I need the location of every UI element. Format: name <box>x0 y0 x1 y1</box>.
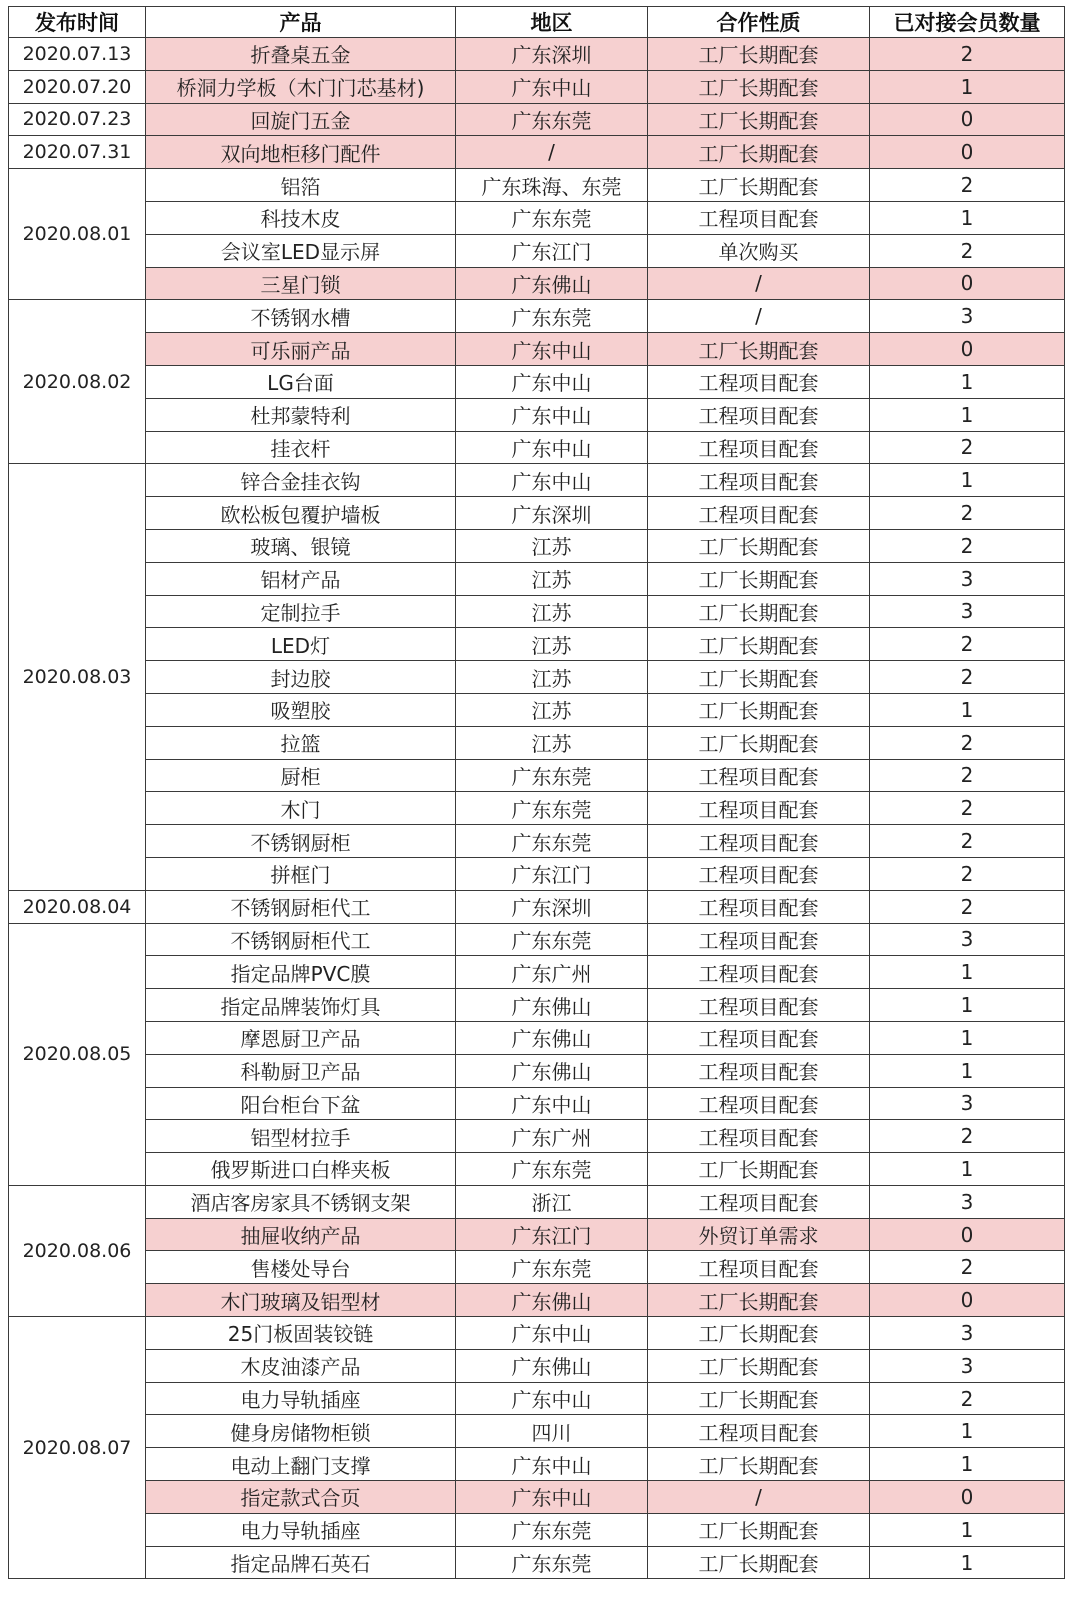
cell-region[interactable]: 广东东莞 <box>456 1251 648 1284</box>
cell-cooperation-type[interactable]: 工厂长期配套 <box>648 1382 870 1415</box>
cell-region[interactable]: 广东中山 <box>456 1448 648 1481</box>
cell-member-count[interactable]: 2 <box>870 825 1065 858</box>
cell-product[interactable]: 可乐丽产品 <box>146 333 456 366</box>
table-row <box>9 1317 1065 1350</box>
cell-member-count[interactable]: 3 <box>870 595 1065 628</box>
cell-member-count[interactable]: 0 <box>870 267 1065 300</box>
cell-product[interactable]: LG台面 <box>146 365 456 398</box>
table-row <box>9 169 1065 202</box>
cell-member-count[interactable]: 1 <box>870 1513 1065 1546</box>
cell-cooperation-type[interactable]: 工程项目配套 <box>648 497 870 530</box>
cell-product[interactable]: 玻璃、银镜 <box>146 529 456 562</box>
header-date[interactable]: 发布时间 <box>9 7 146 38</box>
table-row <box>9 1218 1065 1251</box>
cell-region[interactable]: 广东江门 <box>456 1218 648 1251</box>
cell-region[interactable]: 江苏 <box>456 693 648 726</box>
cell-product[interactable]: 摩恩厨卫产品 <box>146 1021 456 1054</box>
header-cooperation-type[interactable]: 合作性质 <box>648 7 870 38</box>
cell-region[interactable]: 四川 <box>456 1415 648 1448</box>
cell-member-count[interactable]: 3 <box>870 1087 1065 1120</box>
table-row <box>9 595 1065 628</box>
cell-member-count[interactable]: 0 <box>870 1284 1065 1317</box>
cell-member-count[interactable]: 3 <box>870 1317 1065 1350</box>
cell-product[interactable]: 吸塑胶 <box>146 693 456 726</box>
cell-cooperation-type[interactable]: 工程项目配套 <box>648 1054 870 1087</box>
cell-product[interactable]: 抽屉收纳产品 <box>146 1218 456 1251</box>
cell-cooperation-type[interactable]: 工程项目配套 <box>648 1415 870 1448</box>
cell-region[interactable]: 江苏 <box>456 562 648 595</box>
cell-region[interactable]: 广东中山 <box>456 398 648 431</box>
cell-cooperation-type[interactable]: 工厂长期配套 <box>648 628 870 661</box>
cell-cooperation-type[interactable]: 工程项目配套 <box>648 201 870 234</box>
cell-member-count[interactable]: 1 <box>870 956 1065 989</box>
cell-product[interactable]: 铝型材拉手 <box>146 1120 456 1153</box>
table-row <box>9 333 1065 366</box>
cell-region[interactable]: 广东东莞 <box>456 759 648 792</box>
cell-publish-date[interactable]: 2020.08.07 <box>9 1317 146 1579</box>
cell-member-count[interactable]: 1 <box>870 464 1065 497</box>
cell-region[interactable]: 广东中山 <box>456 70 648 103</box>
cell-region[interactable]: 广东江门 <box>456 234 648 267</box>
cell-member-count[interactable]: 0 <box>870 136 1065 169</box>
cell-publish-date[interactable]: 2020.08.02 <box>9 300 146 464</box>
cell-cooperation-type[interactable]: 工程项目配套 <box>648 464 870 497</box>
cell-member-count[interactable]: 2 <box>870 169 1065 202</box>
cell-publish-date[interactable]: 2020.07.23 <box>9 103 146 136</box>
cell-publish-date[interactable]: 2020.08.01 <box>9 169 146 300</box>
cell-product[interactable]: 铝材产品 <box>146 562 456 595</box>
cell-region[interactable]: 广东中山 <box>456 1382 648 1415</box>
cell-product[interactable]: 木门玻璃及铝型材 <box>146 1284 456 1317</box>
table-row <box>9 300 1065 333</box>
cell-cooperation-type[interactable]: 工程项目配套 <box>648 923 870 956</box>
cell-region[interactable]: 江苏 <box>456 529 648 562</box>
cell-cooperation-type[interactable]: 工厂长期配套 <box>648 693 870 726</box>
cell-cooperation-type[interactable]: 工厂长期配套 <box>648 1546 870 1579</box>
cell-cooperation-type[interactable]: 工程项目配套 <box>648 989 870 1022</box>
table-row <box>9 267 1065 300</box>
cell-region[interactable]: / <box>456 136 648 169</box>
cell-publish-date[interactable]: 2020.08.06 <box>9 1185 146 1316</box>
cell-product[interactable]: 锌合金挂衣钩 <box>146 464 456 497</box>
cell-region[interactable]: 广东珠海、东莞 <box>456 169 648 202</box>
cell-region[interactable]: 广东中山 <box>456 431 648 464</box>
data-table <box>8 6 1065 1579</box>
cell-region[interactable]: 江苏 <box>456 726 648 759</box>
table-row <box>9 1284 1065 1317</box>
cell-cooperation-type[interactable]: 工程项目配套 <box>648 890 870 923</box>
table-row <box>9 431 1065 464</box>
cell-cooperation-type[interactable]: 工程项目配套 <box>648 759 870 792</box>
cell-region[interactable]: 广东佛山 <box>456 1349 648 1382</box>
cell-cooperation-type[interactable]: 工厂长期配套 <box>648 562 870 595</box>
cell-member-count[interactable]: 1 <box>870 70 1065 103</box>
cell-member-count[interactable]: 3 <box>870 923 1065 956</box>
cell-member-count[interactable]: 0 <box>870 1218 1065 1251</box>
cell-product[interactable]: 不锈钢厨柜代工 <box>146 923 456 956</box>
cell-region[interactable]: 广东深圳 <box>456 38 648 71</box>
cell-product[interactable]: 木皮油漆产品 <box>146 1349 456 1382</box>
table-row <box>9 365 1065 398</box>
cell-member-count[interactable]: 2 <box>870 497 1065 530</box>
cell-cooperation-type[interactable]: 工厂长期配套 <box>648 661 870 694</box>
cell-member-count[interactable]: 2 <box>870 890 1065 923</box>
cell-publish-date[interactable]: 2020.08.04 <box>9 890 146 923</box>
cell-region[interactable]: 广东中山 <box>456 333 648 366</box>
cell-region[interactable]: 广东东莞 <box>456 103 648 136</box>
cell-region[interactable]: 广东东莞 <box>456 300 648 333</box>
cell-region[interactable]: 浙江 <box>456 1185 648 1218</box>
cell-region[interactable]: 广东东莞 <box>456 201 648 234</box>
cell-region[interactable]: 广东佛山 <box>456 989 648 1022</box>
table-row <box>9 1448 1065 1481</box>
table-row <box>9 497 1065 530</box>
table-row <box>9 103 1065 136</box>
cell-member-count[interactable]: 2 <box>870 759 1065 792</box>
cell-member-count[interactable]: 0 <box>870 103 1065 136</box>
cell-member-count[interactable]: 1 <box>870 1021 1065 1054</box>
cell-product[interactable]: 欧松板包覆护墙板 <box>146 497 456 530</box>
table-row <box>9 890 1065 923</box>
cell-region[interactable]: 广东广州 <box>456 956 648 989</box>
cell-product[interactable]: 健身房储物柜锁 <box>146 1415 456 1448</box>
cell-cooperation-type[interactable]: 外贸订单需求 <box>648 1218 870 1251</box>
cell-region[interactable]: 广东佛山 <box>456 267 648 300</box>
cell-cooperation-type[interactable]: 工程项目配套 <box>648 1251 870 1284</box>
cell-product[interactable]: 挂衣杆 <box>146 431 456 464</box>
cell-product[interactable]: 木门 <box>146 792 456 825</box>
header-region[interactable]: 地区 <box>456 7 648 38</box>
cell-region[interactable]: 广东东莞 <box>456 825 648 858</box>
cell-member-count[interactable]: 3 <box>870 1185 1065 1218</box>
cell-cooperation-type[interactable]: 工厂长期配套 <box>648 136 870 169</box>
table-row <box>9 956 1065 989</box>
cell-product[interactable]: 拼框门 <box>146 857 456 890</box>
cell-region[interactable]: 广东江门 <box>456 857 648 890</box>
cell-cooperation-type[interactable]: 工厂长期配套 <box>648 595 870 628</box>
table-row <box>9 70 1065 103</box>
cell-region[interactable]: 江苏 <box>456 628 648 661</box>
table-row <box>9 1513 1065 1546</box>
cell-product[interactable]: 酒店客房家具不锈钢支架 <box>146 1185 456 1218</box>
cell-region[interactable]: 广东中山 <box>456 1481 648 1514</box>
cell-member-count[interactable]: 0 <box>870 1481 1065 1514</box>
cell-member-count[interactable]: 2 <box>870 1120 1065 1153</box>
cell-cooperation-type[interactable]: 工程项目配套 <box>648 825 870 858</box>
table-row <box>9 201 1065 234</box>
table-row <box>9 989 1065 1022</box>
cell-cooperation-type[interactable]: 工程项目配套 <box>648 857 870 890</box>
cell-member-count[interactable]: 2 <box>870 661 1065 694</box>
cell-member-count[interactable]: 1 <box>870 398 1065 431</box>
cell-cooperation-type[interactable]: 工程项目配套 <box>648 1087 870 1120</box>
cell-region[interactable]: 广东中山 <box>456 1087 648 1120</box>
table-row <box>9 628 1065 661</box>
cell-member-count[interactable]: 2 <box>870 628 1065 661</box>
spreadsheet <box>8 6 1065 1579</box>
cell-product[interactable]: 俄罗斯进口白桦夹板 <box>146 1153 456 1186</box>
cell-cooperation-type[interactable]: 工程项目配套 <box>648 431 870 464</box>
table-row <box>9 1546 1065 1579</box>
table-row <box>9 1251 1065 1284</box>
cell-cooperation-type[interactable]: 工程项目配套 <box>648 365 870 398</box>
table-body <box>9 38 1065 1579</box>
cell-publish-date[interactable]: 2020.07.31 <box>9 136 146 169</box>
table-row <box>9 1415 1065 1448</box>
cell-product[interactable]: LED灯 <box>146 628 456 661</box>
cell-cooperation-type[interactable]: 工程项目配套 <box>648 398 870 431</box>
header-product[interactable]: 产品 <box>146 7 456 38</box>
cell-region[interactable]: 广东东莞 <box>456 792 648 825</box>
table-row <box>9 1087 1065 1120</box>
table-row <box>9 661 1065 694</box>
table-row <box>9 1349 1065 1382</box>
cell-member-count[interactable]: 1 <box>870 1054 1065 1087</box>
cell-member-count[interactable]: 1 <box>870 1448 1065 1481</box>
cell-cooperation-type[interactable]: 工厂长期配套 <box>648 1513 870 1546</box>
table-row <box>9 234 1065 267</box>
cell-product[interactable]: 指定品牌石英石 <box>146 1546 456 1579</box>
cell-member-count[interactable]: 2 <box>870 234 1065 267</box>
cell-region[interactable]: 广东佛山 <box>456 1284 648 1317</box>
table-row <box>9 136 1065 169</box>
cell-cooperation-type[interactable]: 工程项目配套 <box>648 792 870 825</box>
cell-region[interactable]: 广东广州 <box>456 1120 648 1153</box>
table-row <box>9 726 1065 759</box>
cell-product[interactable]: 售楼处导台 <box>146 1251 456 1284</box>
cell-product[interactable]: 指定品牌装饰灯具 <box>146 989 456 1022</box>
cell-publish-date[interactable]: 2020.08.03 <box>9 464 146 890</box>
header-member-count[interactable]: 已对接会员数量 <box>870 7 1065 38</box>
cell-product[interactable]: 定制拉手 <box>146 595 456 628</box>
cell-product[interactable]: 指定款式合页 <box>146 1481 456 1514</box>
cell-member-count[interactable]: 2 <box>870 529 1065 562</box>
cell-region[interactable]: 广东佛山 <box>456 1054 648 1087</box>
cell-region[interactable]: 江苏 <box>456 595 648 628</box>
cell-member-count[interactable]: 3 <box>870 562 1065 595</box>
table-row <box>9 1054 1065 1087</box>
cell-member-count[interactable]: 2 <box>870 726 1065 759</box>
table-row <box>9 38 1065 71</box>
cell-product[interactable]: 厨柜 <box>146 759 456 792</box>
table-row <box>9 1120 1065 1153</box>
cell-region[interactable]: 广东中山 <box>456 464 648 497</box>
table-row <box>9 398 1065 431</box>
cell-member-count[interactable]: 1 <box>870 1415 1065 1448</box>
cell-cooperation-type[interactable]: 工厂长期配套 <box>648 1284 870 1317</box>
cell-region[interactable]: 广东东莞 <box>456 923 648 956</box>
cell-product[interactable]: 不锈钢水槽 <box>146 300 456 333</box>
table-row <box>9 693 1065 726</box>
cell-member-count[interactable]: 3 <box>870 1349 1065 1382</box>
cell-region[interactable]: 广东东莞 <box>456 1513 648 1546</box>
cell-product[interactable]: 会议室LED显示屏 <box>146 234 456 267</box>
table-row <box>9 464 1065 497</box>
table-row <box>9 857 1065 890</box>
table-row <box>9 1481 1065 1514</box>
cell-cooperation-type[interactable]: 工厂长期配套 <box>648 70 870 103</box>
cell-publish-date[interactable]: 2020.08.05 <box>9 923 146 1185</box>
cell-member-count[interactable]: 2 <box>870 38 1065 71</box>
cell-cooperation-type[interactable]: 工厂长期配套 <box>648 1317 870 1350</box>
table-row <box>9 759 1065 792</box>
cell-member-count[interactable]: 1 <box>870 201 1065 234</box>
cell-region[interactable]: 江苏 <box>456 661 648 694</box>
cell-cooperation-type[interactable]: 工厂长期配套 <box>648 103 870 136</box>
cell-region[interactable]: 广东深圳 <box>456 890 648 923</box>
cell-product[interactable]: 封边胶 <box>146 661 456 694</box>
cell-product[interactable]: 拉篮 <box>146 726 456 759</box>
cell-cooperation-type[interactable]: 工厂长期配套 <box>648 333 870 366</box>
table-row <box>9 1382 1065 1415</box>
cell-cooperation-type[interactable]: / <box>648 267 870 300</box>
cell-product[interactable]: 电动上翻门支撑 <box>146 1448 456 1481</box>
cell-product[interactable]: 三星门锁 <box>146 267 456 300</box>
cell-product[interactable]: 铝箔 <box>146 169 456 202</box>
cell-cooperation-type[interactable]: 工程项目配套 <box>648 1185 870 1218</box>
table-row <box>9 1153 1065 1186</box>
cell-product[interactable]: 阳台柜台下盆 <box>146 1087 456 1120</box>
cell-region[interactable]: 广东佛山 <box>456 1021 648 1054</box>
cell-cooperation-type[interactable]: 工程项目配套 <box>648 1120 870 1153</box>
cell-region[interactable]: 广东中山 <box>456 365 648 398</box>
cell-member-count[interactable]: 2 <box>870 431 1065 464</box>
cell-product[interactable]: 杜邦蒙特利 <box>146 398 456 431</box>
cell-member-count[interactable]: 2 <box>870 792 1065 825</box>
cell-product[interactable]: 折叠桌五金 <box>146 38 456 71</box>
cell-cooperation-type[interactable]: / <box>648 300 870 333</box>
cell-member-count[interactable]: 1 <box>870 693 1065 726</box>
cell-cooperation-type[interactable]: 工厂长期配套 <box>648 1349 870 1382</box>
cell-region[interactable]: 广东东莞 <box>456 1546 648 1579</box>
table-row <box>9 792 1065 825</box>
cell-cooperation-type[interactable]: 单次购买 <box>648 234 870 267</box>
cell-member-count[interactable]: 1 <box>870 1153 1065 1186</box>
cell-region[interactable]: 广东深圳 <box>456 497 648 530</box>
cell-product[interactable]: 电力导轨插座 <box>146 1382 456 1415</box>
cell-member-count[interactable]: 1 <box>870 1546 1065 1579</box>
cell-product[interactable]: 不锈钢厨柜代工 <box>146 890 456 923</box>
cell-product[interactable]: 双向地柜移门配件 <box>146 136 456 169</box>
cell-member-count[interactable]: 0 <box>870 333 1065 366</box>
cell-cooperation-type[interactable]: 工程项目配套 <box>648 956 870 989</box>
cell-product[interactable]: 25门板固装铰链 <box>146 1317 456 1350</box>
table-row <box>9 1185 1065 1218</box>
cell-member-count[interactable]: 2 <box>870 1382 1065 1415</box>
cell-cooperation-type[interactable]: 工厂长期配套 <box>648 1448 870 1481</box>
cell-product[interactable]: 回旋门五金 <box>146 103 456 136</box>
cell-publish-date[interactable]: 2020.07.20 <box>9 70 146 103</box>
cell-product[interactable]: 电力导轨插座 <box>146 1513 456 1546</box>
header-row <box>9 7 1065 38</box>
cell-member-count[interactable]: 3 <box>870 300 1065 333</box>
table-row <box>9 529 1065 562</box>
cell-cooperation-type[interactable]: 工厂长期配套 <box>648 529 870 562</box>
cell-cooperation-type[interactable]: 工厂长期配套 <box>648 1153 870 1186</box>
cell-cooperation-type[interactable]: 工程项目配套 <box>648 1021 870 1054</box>
table-row <box>9 1021 1065 1054</box>
cell-product[interactable]: 科技木皮 <box>146 201 456 234</box>
cell-region[interactable]: 广东中山 <box>456 1317 648 1350</box>
cell-member-count[interactable]: 2 <box>870 857 1065 890</box>
cell-cooperation-type[interactable]: / <box>648 1481 870 1514</box>
table-row <box>9 562 1065 595</box>
cell-region[interactable]: 广东东莞 <box>456 1153 648 1186</box>
table-row <box>9 923 1065 956</box>
cell-cooperation-type[interactable]: 工厂长期配套 <box>648 726 870 759</box>
cell-product[interactable]: 桥洞力学板（木门门芯基材) <box>146 70 456 103</box>
cell-member-count[interactable]: 2 <box>870 1251 1065 1284</box>
table-row <box>9 825 1065 858</box>
cell-product[interactable]: 指定品牌PVC膜 <box>146 956 456 989</box>
cell-member-count[interactable]: 1 <box>870 365 1065 398</box>
cell-cooperation-type[interactable]: 工厂长期配套 <box>648 38 870 71</box>
cell-cooperation-type[interactable]: 工厂长期配套 <box>648 169 870 202</box>
cell-product[interactable]: 不锈钢厨柜 <box>146 825 456 858</box>
cell-product[interactable]: 科勒厨卫产品 <box>146 1054 456 1087</box>
cell-member-count[interactable]: 1 <box>870 989 1065 1022</box>
cell-publish-date[interactable]: 2020.07.13 <box>9 38 146 71</box>
